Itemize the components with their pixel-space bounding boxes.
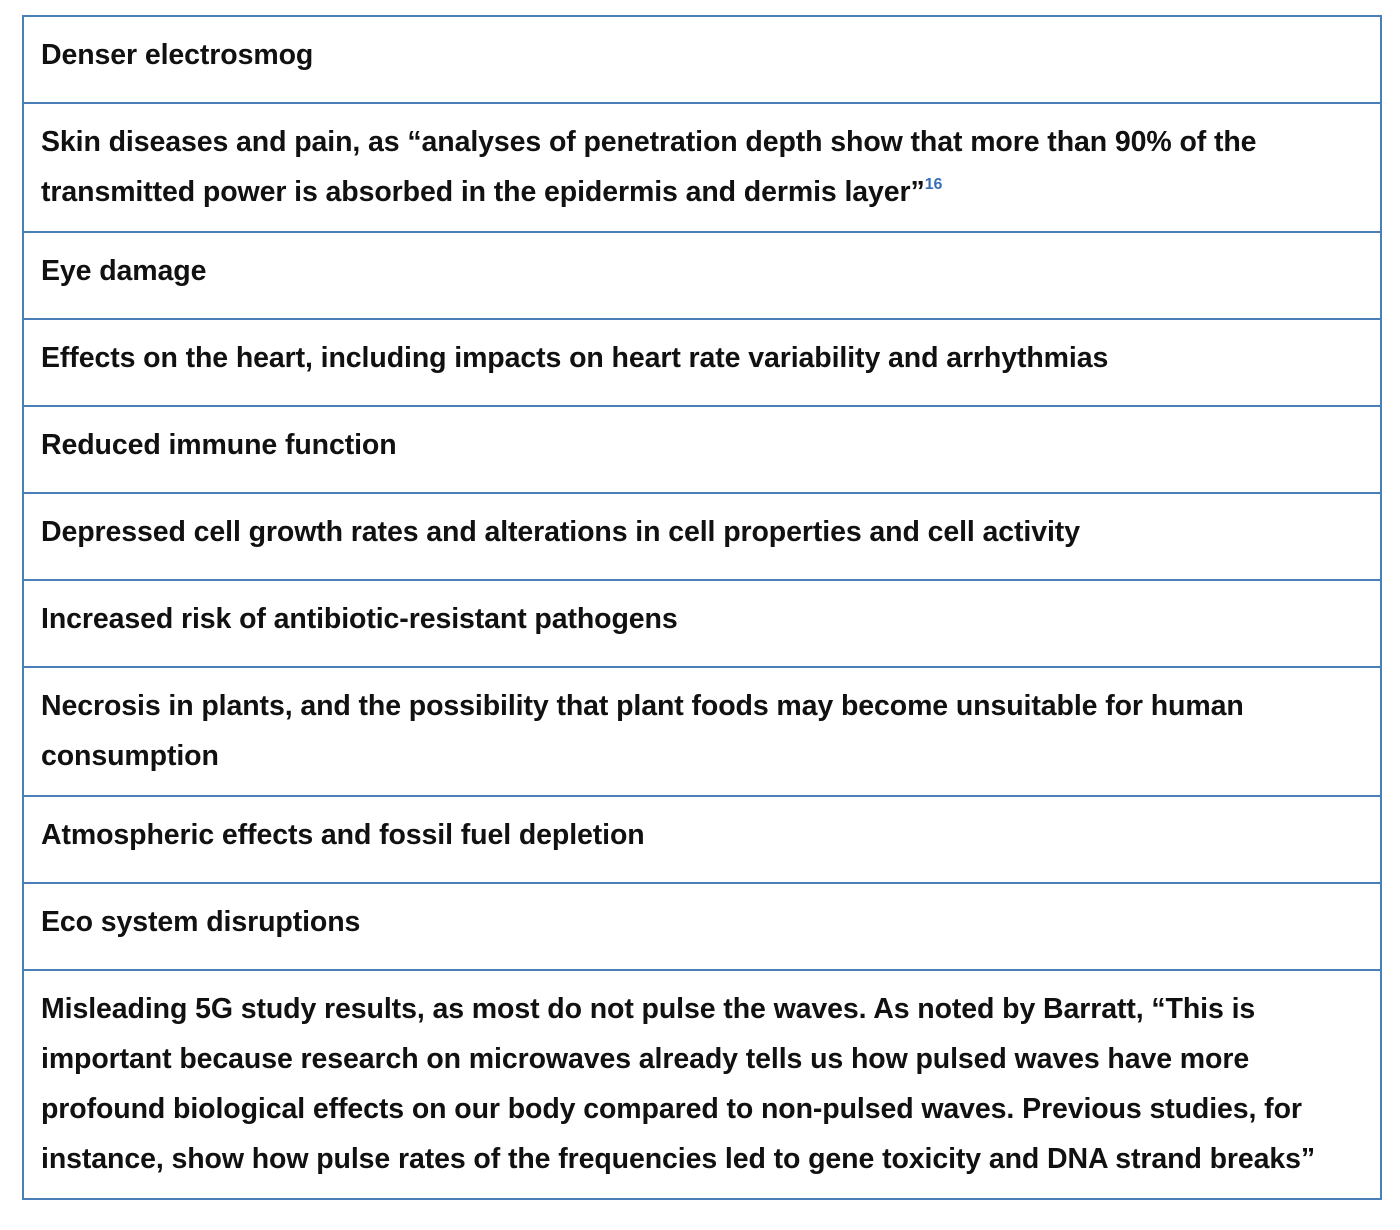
table-row <box>23 493 1381 580</box>
table-row <box>23 796 1381 883</box>
table-cell <box>23 232 1381 319</box>
table-row <box>23 232 1381 319</box>
table-cell <box>23 103 1381 232</box>
table-cell <box>23 580 1381 667</box>
table-cell <box>23 796 1381 883</box>
table-row <box>23 319 1381 406</box>
effects-table <box>22 15 1382 1200</box>
footnote-reference-link[interactable]: 16 <box>924 175 943 193</box>
table-row <box>23 667 1381 796</box>
effects-table-container <box>22 15 1382 1200</box>
table-row <box>23 970 1381 1199</box>
cell-text: Eye damage <box>41 255 207 287</box>
cell-text: Effects on the heart, including impacts on heart rate variability and arrhythmias <box>41 342 1109 374</box>
table-row <box>23 16 1381 103</box>
table-cell <box>23 406 1381 493</box>
cell-text: Denser electrosmog <box>41 39 314 71</box>
table-row <box>23 103 1381 232</box>
cell-text: Misleading 5G study results, as most do not pulse the waves. As noted by Barratt, “This is important because research on microwaves already tells us how pulsed waves have more profound biological effects on our body compared to non-pulsed waves. Previous studies, for instance, show how pulse rates of the frequencies led to gene toxicity and DNA strand breaks” <box>41 993 1316 1175</box>
table-cell <box>23 970 1381 1199</box>
cell-text: Reduced immune function <box>41 429 397 461</box>
table-cell <box>23 16 1381 103</box>
table-cell <box>23 319 1381 406</box>
table-cell <box>23 493 1381 580</box>
cell-text: Depressed cell growth rates and alterations in cell properties and cell activity <box>41 516 1080 548</box>
cell-text: Necrosis in plants, and the possibility that plant foods may become unsuitable for human consumption <box>41 690 1244 772</box>
table-row <box>23 883 1381 970</box>
cell-text: Skin diseases and pain, as “analyses of penetration depth show that more than 90% of the transmitted power is absorbed in the epidermis and dermis layer” <box>41 126 1257 208</box>
table-cell <box>23 667 1381 796</box>
table-cell <box>23 883 1381 970</box>
cell-text: Eco system disruptions <box>41 906 361 938</box>
cell-text: Atmospheric effects and fossil fuel depletion <box>41 819 645 851</box>
cell-text: Increased risk of antibiotic-resistant pathogens <box>41 603 678 635</box>
table-row <box>23 580 1381 667</box>
table-row <box>23 406 1381 493</box>
